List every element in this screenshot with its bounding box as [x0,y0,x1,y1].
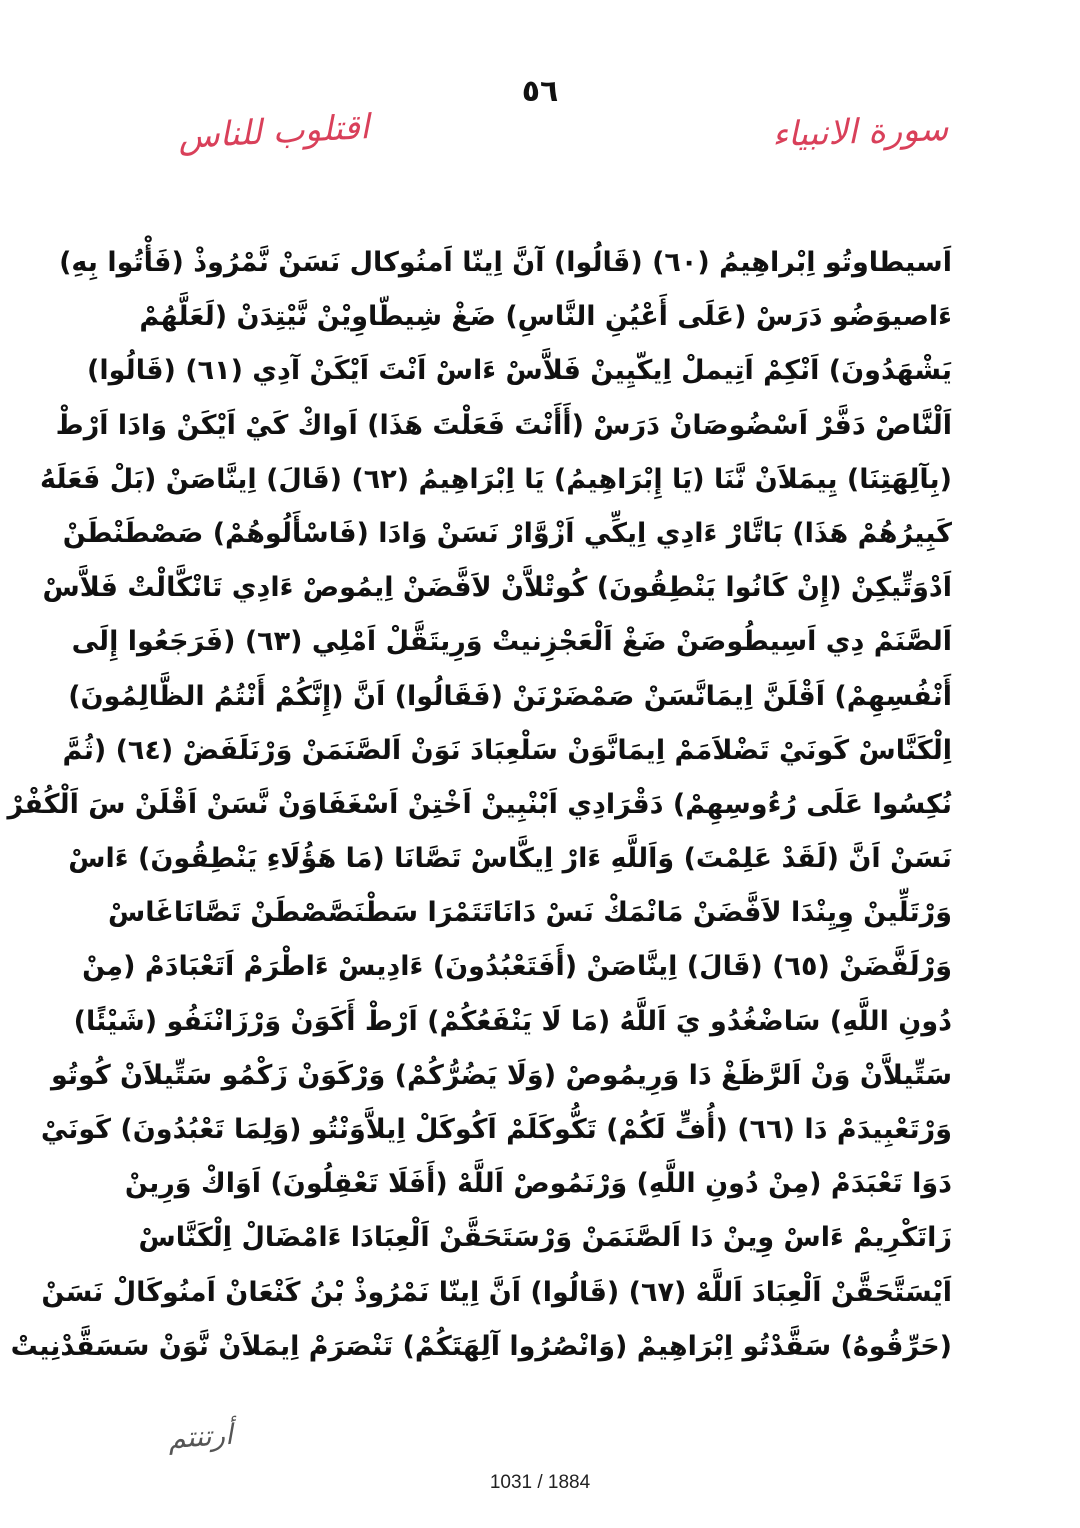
text-line: (بِآلِهَتِنَا) يِيمَلاَنْ نَّنَا (يَا إِبْرَاهِيمُ) يَا اِبْرَاهِيمُ (٦٢) (قَالَ) اِينَّاصَنْ (بَلْ فَعَلَهُ [40,463,952,495]
text-line: اَدْوَتِّيكِنْ (إِنْ كَانُوا يَنْطِقُونَ) كُوتْلاَّنْ لاَفَّضَنْ اِيمُوصْ ءَادِي تَانْكَّالْتْ فَلاَّسْ [42,572,952,604]
text-line: كَبِيرُهُمْ هَذَا) بَاتَّارْ ءَادِي اِيكِّي اَزْوَّارْ نَسَنْ وَادَا (فَاسْأَلُوهُمْ) صَصْطَنْطَنْ [62,517,952,549]
text-line: زَاتَكْرِيمْ ءَاسْ وِينْ دَا اَلصَّنَمَنْ وَرْسَتَحَقَّنْ اَلْعِبَادَا ءَامْضَالْ اِلْكَنَّاسْ [138,1222,952,1254]
text-line: اِلْكَنَّاسْ كَونَيْ تَضْلاَمَمْ اِيمَانَّوَنْ سَلْعِبَادَ نَوَنْ اَلصَّنَمَنْ وَرْنَلَفَضْ (٦٤) (ثُمَّ [62,734,952,766]
handwritten-signature: أرتنتم [166,1417,234,1456]
text-line: وَرْلَفَّضَنْ (٦٥) (قَالَ) اِينَّاصَنْ (أَفَتَعْبُدُونَ) ءَادِيسْ ءَاطْرَمْ اَتَعْبَادَمْ (مِنْ [82,951,952,983]
handwritten-surah-title: سورة الانبياء [771,108,949,156]
text-line: اَيْسَتَّحَقَّنْ اَلْعِبَادَ اَللَّهْ (٦٧) (قَالُوا) اَنَّ اِينّا نَمْرُوذْ بْنُ كَنْعَانْ اَمنُوكَالْ نَسَنْ [41,1276,952,1308]
text-line: يَشْهَدُونَ) اَنْكِمْ اَتِيملْ اِيكّيِينْ فَلاَّسْ ءَاسْ اَنْتَ اَيْكَنْ آدِي (٦١) (قَالُوا) [87,355,952,387]
text-body [7,236,952,1374]
text-line: نَسَنْ اَنَّ (لَقَدْ عَلِمْتَ) وَاَللَّهِ ءَارْ اِيكَّاسْ تَصَّانَا (مَا هَؤُلَاءِ يَنْطِقُونَ) ءَاسْ [68,843,952,875]
text-line: سَتِّيلاَّنْ وَنْ اَلرَّظَغْ دَا وَرِيمُوصْ (وَلَا يَضُرُّكُمْ) وَرْكَوَنْ زَكْمُو سَتِّيلاَنْ كُوتُو [50,1059,952,1091]
text-line: (حَرِّقُوهُ) سَقَّدْتُو اِبْرَاهِيمْ (وَانْصُرُوا آلِهَتَكُمْ) تَنْصَرَمْ اِيمَلاَنْ نَّوَنْ سَسَقَّدْنِيتْ [10,1330,952,1362]
text-line: اَلصَّنَمْ دِي اَسِيطُوصَنْ ضَغْ اَلْعَجْزِنيتْ وَرِيتَقَّلْ اَمْلِي (٦٣) (فَرَجَعُوا إِلَى [71,626,952,658]
handwritten-note-left: اقتلوب للناس [177,107,371,157]
text-line: ءَاصيوَضُو دَرَسْ (عَلَى أَعْيُنِ النَّاسِ) ضَغْ شِيطّاوِيْنْ نَّيْتِدَنْ (لَعَلَّهُمْ [139,301,952,333]
text-line: اَسيطاوتُو اِبْراهِيمُ (٦٠) (قَالُوا) آنَّ اِينّا اَمنُوكال نَسَنْ نَّمْرُوذْ (فَأْتُوا بِهِ) [59,247,952,278]
text-line: دَوَا تَعْبَدَمْ (مِنْ دُونِ اللَّهِ) وَرْنَمُوصْ اَللَّهْ (أَفَلَا تَعْقِلُونَ) اَوَاكْ وَرِينْ [124,1168,952,1200]
page-counter: 1031 / 1884 [489,1472,591,1493]
text-line: أَنْفُسِهِمْ) اَقْلَنَّ اِيمَانَّسَنْ صَمْضَرْنَنْ (فَقَالُوا) اَنَّ (إِنَّكُمْ أَنْتُمُ الظَّالِمُونَ) [68,680,952,712]
text-line: اَلْنَّاصْ دَفَّرْ اَسْضُوصَانْ دَرَسْ (أَأَنْتَ فَعَلْتَ هَذَا) اَواكْ كَيْ اَيْكَنْ وَادَا اَرْطْ [55,409,952,441]
text-line: وَرْتَعْبِيدَمْ دَا (٦٦) (أُفٍّ لَكُمْ) تَكُّوكَلَمْ اَكُوكَلْ اِيلاَّوَنْتُو (وَلِمَا تَعْبُدُونَ) كَونَيْ [40,1114,952,1145]
text-line: وَرْتَلِّينْ وِيِنْدَا لاَفَّضَنْ مَانْمَكْ نَسْ دَانَاتَتَمْرَا سَطْنَصَّصْطَنْ تَصَّانَاغَاسْ [107,897,952,929]
text-line: دُونِ اللَّهِ) سَاضْغُدُو يَ اَللَّهُ (مَا لَا يَنْفَعُكُمْ) اَرْطْ أَكَوَنْ وَرْزَانْنَفُو (شَيْئًا) [73,1005,952,1037]
page-number: ٥٦ [521,74,559,109]
text-line: نُكِسُوا عَلَى رُءُوسِهِمْ) دَقْرَادِي اَبْنْبِينْ اَخْتِنْ اَسْغَفَاوَنْ نَّسَنْ اَقْلَنْ سَ اَلْكُفْرْ [7,788,952,820]
